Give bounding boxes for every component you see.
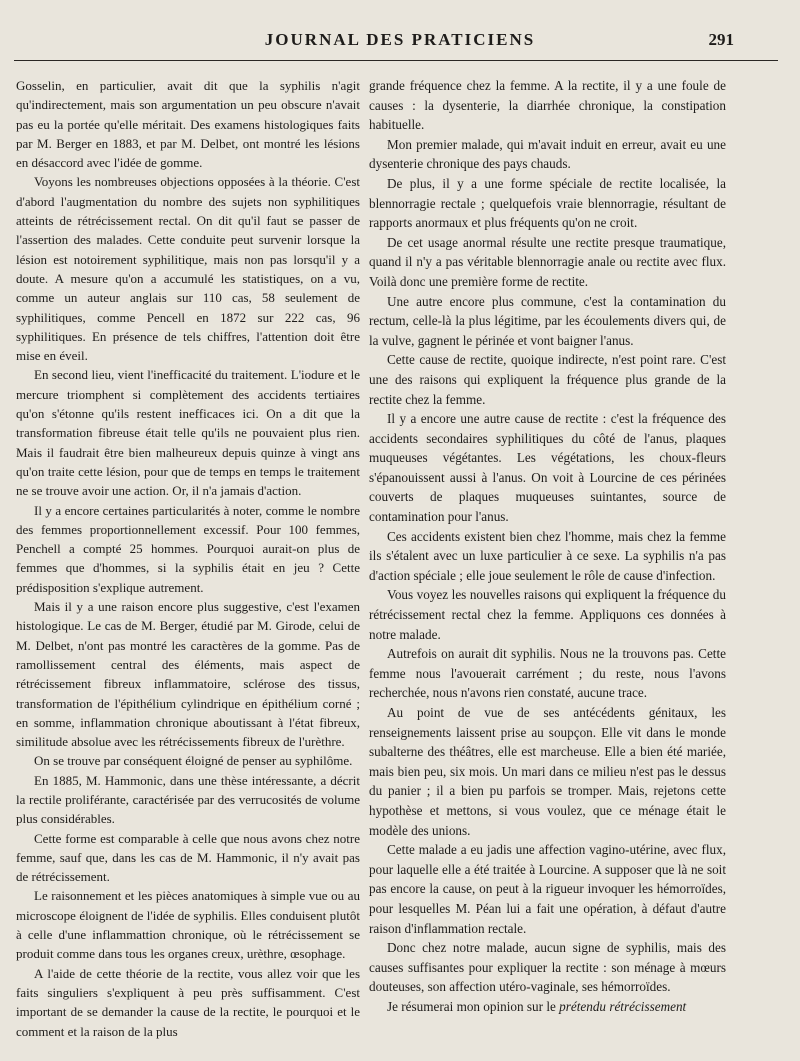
final-paragraph <box>369 997 726 1017</box>
paragraph: grande fréquence chez la femme. A la rectite, il y a une foule de causes : la dysenterie, la diarrhée chronique, la constipation habituelle. <box>369 78 726 133</box>
page-number: 291 <box>708 30 734 49</box>
left-column <box>16 76 360 1041</box>
paragraph: Mais il y a une raison encore plus suggestive, c'est l'examen histologique. Le cas de M. Berger, étudié par M. Girode, celui de M. Delbet, n'ont pas montré les caractères de la gomme. Pas de ramollissement central des éléments, mais aspect de rétrécissement fibreux inflammatoire, sclérose des tissus, transformation de l'épithélium cylindrique en épithélium corné ; en somme, inflammation chronique aboutissant à l'état fibreux, similitude absolue avec les rétrécissements fibreux de l'urèthre. <box>16 599 360 750</box>
paragraph: A l'aide de cette théorie de la rectite, vous allez voir que les faits singuliers s'expliquent à peu près suffisamment. C'est important de se demander la cause de la rectite, le pourquoi et le comment et la raison de la plus <box>16 965 360 1039</box>
paragraph: Cette forme est comparable à celle que nous avons chez notre femme, sauf que, dans les cas de M. Hammonic, il n'y avait pas de rétrécissement. <box>16 830 360 885</box>
paragraph: En 1885, M. Hammonic, dans une thèse intéressante, a décrit la rectile proliférante, caractérisée par des verrucosités de volume plus considérables. <box>16 772 360 827</box>
header-rule <box>14 60 778 61</box>
paragraph: Cette cause de rectite, quoique indirecte, n'est point rare. C'est une des raisons qui expliquent la fréquence plus grande de la rectite chez la femme. <box>369 352 726 407</box>
paragraph: Il y a encore certaines particularités à noter, comme le nombre des femmes proportionnellement excessif. Pour 100 femmes, Penchell a compté 25 hommes. Pourquoi aurait-on plus de femmes que d'hommes, si la syphilis était en jeu ? Cette prédisposition s'explique autrement. <box>16 502 360 595</box>
running-title: JOURNAL DES PRATICIENS <box>264 30 536 49</box>
paragraph: On se trouve par conséquent éloigné de penser au syphilôme. <box>34 753 353 769</box>
paragraph: Mon premier malade, qui m'avait induit en erreur, avait eu une dysenterie chronique des pays chauds. <box>369 136 726 172</box>
paragraph: Ces accidents existent bien chez l'homme, mais chez la femme ils s'étalent avec un luxe particulier à ce sexe. La syphilis n'a pas d'action spéciale ; elle joue seulement le rôle de cause d'infection. <box>369 528 726 583</box>
paragraph: Voyons les nombreuses objections opposées à la théorie. C'est d'abord l'augmentation du nombre des sujets non syphilitiques atteints de rétrécissement rectal. On dit qu'il faut se passer de l'assertion des malades. Cette conduite peut survenir lorsque la lésion est notoirement syphilitique, mais non pas lorsqu'il y a doute. A mesure qu'on a accumulé les statistiques, on a vu, comme un auteur anglais sur 110 cas, 58 seulement de syphilitiques, comme Pencell en 1872 sur 222 cas, 96 syphilitiques. En présence de tels chiffres, l'attention doit être mise en éveil. <box>16 174 360 364</box>
final-line-italic: prétendu rétrécissement <box>559 998 687 1014</box>
paragraph: Le raisonnement et les pièces anatomiques à simple vue ou au microscope éloignent de l'idée de syphilis. Elles conduisent plutôt à celle d'une inflammattion chronique, où le rétrécissement se produit comme dans tous les organes creux, urèthre, œsophage. <box>16 888 360 962</box>
paragraph: Gosselin, en particulier, avait dit que la syphilis n'agit qu'indirectement, mais son argumentation un peu obscure n'avait pas eu la portée qu'elle méritait. Des examens histologiques faits par M. Berger en 1883, et par M. Delbet, ont montré les lésions en désaccord avec l'idée de gomme. <box>16 78 360 171</box>
page-header <box>0 28 800 54</box>
paragraph: En second lieu, vient l'inefficacité du traitement. L'iodure et le mercure triomphent si complètement des accidents tertiaires qu'on s'étonne qu'ils restent inefficaces ici. On a dit que la transformation fibreuse était telle qu'ils ne pouvaient plus rien. Mais il faudrait être bien malheureux depuis quinze à vingt ans qu'on traite cette lésion, pour que de temps en temps le traitement ne se trouve avoir une action. Or, il n'a jamais d'action. <box>16 367 360 499</box>
paragraph: De plus, il y a une forme spéciale de rectite localisée, la blennorragie rectale ; quelquefois vraie blennorragie, résultant de rapports anormaux et plus fréquents qu'on ne croit. <box>369 175 726 231</box>
right-column <box>369 76 726 1017</box>
paragraph: Vous voyez les nouvelles raisons qui expliquent la fréquence du rétrécissement rectal chez la femme. Appliquons ces données à notre malade. <box>369 587 726 642</box>
paragraph: Donc chez notre malade, aucun signe de syphilis, mais des causes suffisantes pour expliquer la rectite : son ménage à mœurs douteuses, son affection utéro-vaginale, ses hémorroïdes. <box>369 940 726 995</box>
paragraph: Autrefois on aurait dit syphilis. Nous ne la trouvons pas. Cette femme nous l'avouerait carrément ; du reste, nous l'avons recherchée, nous n'avons rien constaté, aucune trace. <box>369 646 726 701</box>
paragraph: Une autre encore plus commune, c'est la contamination du rectum, celle-là la plus légitime, par les écoulements divers qui, de la vulve, gagnent le périnée et vont baigner l'anus. <box>369 293 726 348</box>
paragraph: Cette malade a eu jadis une affection vagino-utérine, avec flux, pour laquelle elle a été traitée à Lourcine. A supposer que là ne soit pas encore la cause, on peut à la rigueur invoquer les hémorroïdes, pour lesquelles M. Péan lui a fait une opération, à défaut d'autre raison d'inflammation rectale. <box>369 842 726 936</box>
paragraph: Au point de vue de ses antécédents génitaux, les renseignements laissent prise au soupçon. Elle vit dans le monde subalterne des théâtres, elle est marcheuse. Elle a bien été mariée, mais bien peu, six mois. Un mari dans ce milieu n'est pas le dessus du panier ; il a bien pu parfois se tromper. Mais, rejetons cette hypothèse et mettons, si vous voulez, que ce ménage était le modèle des unions. <box>369 705 726 838</box>
paragraph: De cet usage anormal résulte une rectite presque traumatique, quand il n'y a pas véritable blennorragie anale ou rectite avec flux. Voilà donc une première forme de rectite. <box>369 234 726 289</box>
final-line-text: Je résumerai mon opinion sur le <box>387 998 560 1014</box>
paragraph: Il y a encore une autre cause de rectite : c'est la fréquence des accidents secondaires syphilitiques du côté de l'anus, plaques muqueuses végétantes. Les végétations, les choux-fleurs s'épanouissent aussi à l'anus. On voit à Lourcine de ces périnées couverts de plaques muqueuses suintantes, source de contamination pour l'anus. <box>369 411 726 525</box>
